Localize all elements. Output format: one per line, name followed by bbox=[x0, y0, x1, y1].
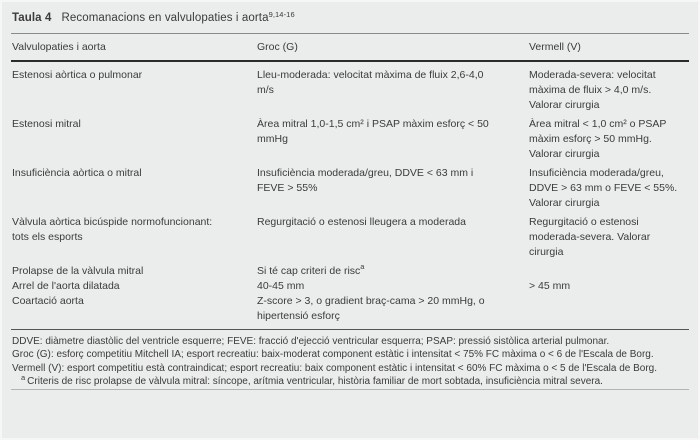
cell-vermell: > 45 mm bbox=[529, 280, 571, 292]
table-row bbox=[11, 166, 689, 211]
cell-groc: Regurgitació o estenosi lleugera a moderada bbox=[257, 216, 466, 228]
table-title-references: 9,14-16 bbox=[268, 10, 295, 19]
table-caption bbox=[11, 10, 689, 33]
cell-groc: Insuficiència moderada/greu, DDVE < 63 mm i FEVE > 55% bbox=[257, 167, 474, 194]
table-footnotes bbox=[11, 330, 689, 389]
cell-condition: Estenosi mitral bbox=[12, 118, 81, 130]
cell-vermell: Regurgitació o estenosi moderada-severa. Valorar cirurgia bbox=[529, 216, 651, 258]
footnote-groc: Groc (G): esforç competitiu Mitchell IA; esport recreatiu: baix-moderat component estàtic i intensitat < 75% FC màxima o < 6 de l'Escala de Borg. bbox=[12, 349, 654, 361]
cell-groc-text: Si té cap criteri de risc bbox=[257, 265, 361, 277]
table-row bbox=[11, 68, 689, 113]
table-header-row bbox=[11, 34, 689, 60]
cell-groc: Àrea mitral 1,0-1,5 cm² i PSAP màxim esforç < 50 mmHg bbox=[257, 118, 489, 145]
cell-groc bbox=[256, 264, 528, 279]
table-row bbox=[11, 215, 689, 260]
cell-condition: Prolapse de la vàlvula mitral bbox=[12, 265, 144, 277]
table-body bbox=[11, 62, 689, 329]
cell-groc: Lleu-moderada: velocitat màxima de fluix 2,6-4,0 m/s bbox=[257, 69, 484, 96]
table-number: Taula 4 bbox=[12, 12, 52, 24]
column-header-valvulopaties: Valvulopaties i aorta bbox=[12, 41, 106, 53]
cell-vermell: Moderada-severa: velocitat màxima de fluix > 4,0 m/s. Valorar cirurgia bbox=[529, 69, 656, 111]
cell-condition: Estenosi aòrtica o pulmonar bbox=[12, 69, 143, 81]
cell-groc: Z-score > 3, o gradient braç-cama > 20 mmHg, o hipertensió esforç bbox=[257, 295, 485, 322]
table-row bbox=[11, 294, 689, 324]
cell-vermell: Insuficiència moderada/greu, DDVE > 63 mm o FEVE < 55%. Valorar cirurgia bbox=[529, 167, 678, 209]
cell-vermell bbox=[528, 264, 689, 279]
footnote-risc-marker: a bbox=[21, 373, 26, 383]
rule-bottom bbox=[11, 389, 689, 390]
table-row bbox=[11, 117, 689, 162]
column-header-groc: Groc (G) bbox=[257, 41, 298, 53]
table-row bbox=[11, 264, 689, 279]
column-header-vermell: Vermell (V) bbox=[529, 41, 581, 53]
cell-vermell: Àrea mitral < 1,0 cm² o PSAP màxim esforç > 50 mmHg. Valorar cirurgia bbox=[529, 118, 667, 160]
footnote-marker-a: a bbox=[360, 262, 365, 271]
footnote-risc bbox=[12, 375, 688, 388]
table-row bbox=[11, 279, 689, 294]
table-title: Recomanacions en valvulopaties i aorta bbox=[61, 12, 269, 24]
cell-groc: 40-45 mm bbox=[257, 280, 305, 292]
footnote-vermell: Vermell (V): esport competitiu està contraindicat; esport recreatiu: baix component estàtic i intensitat < 60% FC màxima o < 5 de l'Escala de Borg. bbox=[12, 362, 657, 374]
cell-condition: Arrel de l'aorta dilatada bbox=[12, 280, 120, 292]
cell-condition: Vàlvula aòrtica bicúspide normofuncionant: tots els esports bbox=[12, 216, 213, 243]
footnote-risc-text: Criteris de risc prolapse de vàlvula mitral: síncope, arítmia ventricular, història familiar de mort sobtada, insuficiència mitral severa. bbox=[27, 376, 603, 388]
cell-condition: Coartació aorta bbox=[12, 295, 84, 307]
footnote-abbreviations: DDVE: diàmetre diastòlic del ventricle esquerre; FEVE: fracció d'ejecció ventricular esquerra; PSAP: pressió sistòlica arterial pulmonar. bbox=[12, 336, 610, 347]
cell-condition: Insuficiència aòrtica o mitral bbox=[12, 167, 142, 179]
cell-vermell bbox=[528, 294, 689, 324]
